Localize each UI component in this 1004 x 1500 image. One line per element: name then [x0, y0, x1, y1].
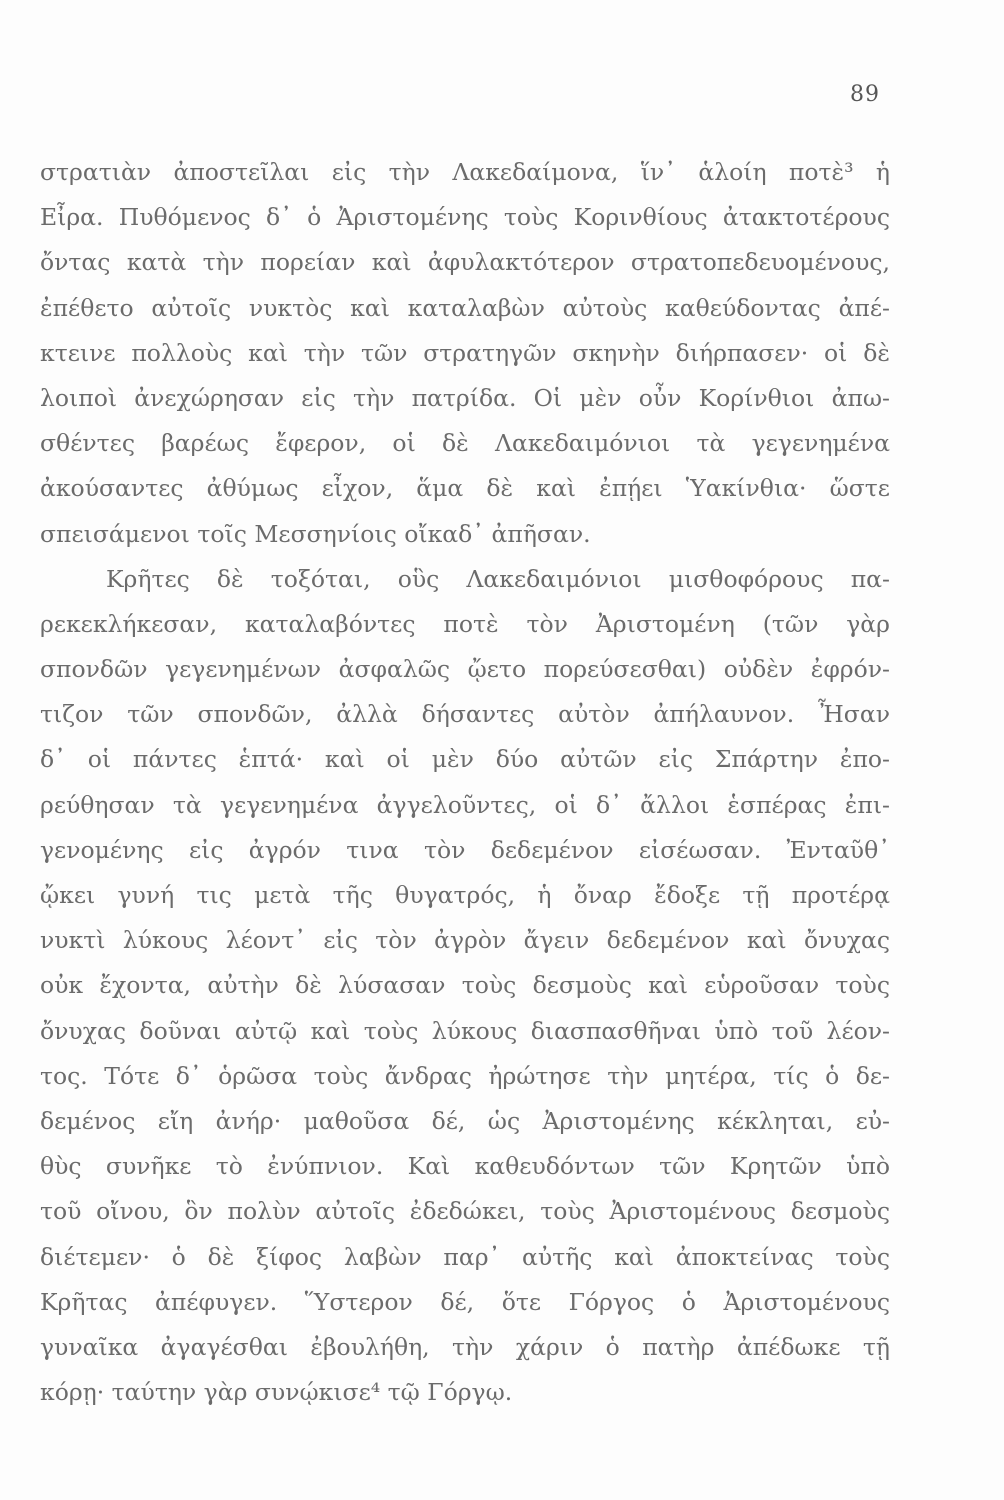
text-line: διέτεμεν· ὁ δὲ ξίφος λαβὼν παρ᾽ αὐτῆς καὶ ἀποκτείνας τοὺς: [40, 1242, 890, 1271]
text-line: γενομένης εἰς ἀγρόν τινα τὸν δεδεμένον εἰσέωσαν. Ἐνταῦθ᾽: [40, 835, 890, 864]
body-text: [40, 150, 890, 1415]
text-line: κτεινε πολλοὺς καὶ τὴν τῶν στρατηγῶν σκηνὴν διήρπασεν· οἱ δὲ: [40, 338, 890, 367]
text-line: ρεύθησαν τὰ γεγενημένα ἀγγελοῦντες, οἱ δ᾽ ἄλλοι ἑσπέρας ἐπι-: [40, 790, 890, 819]
text-line: Εἶρα. Πυθόμενος δ᾽ ὁ Ἀριστομένης τοὺς Κορινθίους ἀτακτοτέρους: [40, 203, 890, 232]
text-line: σθέντες βαρέως ἔφερον, οἱ δὲ Λακεδαιμόνιοι τὰ γεγενημένα: [40, 429, 890, 458]
text-line: ὄντας κατὰ τὴν πορείαν καὶ ἀφυλακτότερον στρατοπεδευομένους,: [40, 248, 890, 277]
text-line: δεμένος εἴη ἀνήρ· μαθοῦσα δέ, ὡς Ἀριστομένης κέκληται, εὐ-: [40, 1106, 890, 1135]
text-line: οὐκ ἔχοντα, αὐτὴν δὲ λύσασαν τοὺς δεσμοὺς καὶ εὑροῦσαν τοὺς: [40, 971, 890, 1000]
text-line: ρεκεκλήκεσαν, καταλαβόντες ποτὲ τὸν Ἀριστομένη (τῶν γὰρ: [40, 609, 890, 638]
text-line: ἐπέθετο αὐτοῖς νυκτὸς καὶ καταλαβὼν αὐτοὺς καθεύδοντας ἀπέ-: [40, 293, 890, 322]
text-line: ὄνυχας δοῦναι αὐτῷ καὶ τοὺς λύκους διασπασθῆναι ὑπὸ τοῦ λέον-: [40, 1016, 890, 1045]
paragraph-start-line: Κρῆτες δὲ τοξόται, οὓς Λακεδαιμόνιοι μισθοφόρους πα-: [106, 564, 890, 593]
text-line: δ᾽ οἱ πάντες ἑπτά· καὶ οἱ μὲν δύο αὐτῶν εἰς Σπάρτην ἐπο-: [40, 745, 890, 774]
paragraph-end-line: σπεισάμενοι τοῖς Μεσσηνίοις οἴκαδ᾽ ἀπῆσαν.: [40, 519, 591, 548]
text-line: λοιποὶ ἀνεχώρησαν εἰς τὴν πατρίδα. Οἱ μὲν οὖν Κορίνθιοι ἀπω-: [40, 383, 890, 412]
text-line: τος. Τότε δ᾽ ὁρῶσα τοὺς ἄνδρας ἠρώτησε τὴν μητέρα, τίς ὁ δε-: [40, 1061, 890, 1090]
text-line: ἀκούσαντες ἀθύμως εἶχον, ἅμα δὲ καὶ ἐπῄει Ὑακίνθια· ὥστε: [40, 474, 890, 503]
text-line: γυναῖκα ἀγαγέσθαι ἐβουλήθη, τὴν χάριν ὁ πατὴρ ἀπέδωκε τῇ: [40, 1332, 890, 1361]
text-line: στρατιὰν ἀποστεῖλαι εἰς τὴν Λακεδαίμονα, ἵν᾽ ἁλοίη ποτὲ³ ἡ: [40, 158, 890, 186]
page-number: 89: [850, 82, 880, 107]
text-line: σπονδῶν γεγενημένων ἀσφαλῶς ᾤετο πορεύσεσθαι) οὐδὲν ἐφρόν-: [40, 655, 890, 684]
text-line: τοῦ οἴνου, ὃν πολὺν αὐτοῖς ἐδεδώκει, τοὺς Ἀριστομένους δεσμοὺς: [40, 1197, 890, 1226]
text-line: ᾤκει γυνή τις μετὰ τῆς θυγατρός, ἡ ὄναρ ἔδοξε τῇ προτέρᾳ: [40, 881, 890, 909]
text-line: νυκτὶ λύκους λέοντ᾽ εἰς τὸν ἀγρὸν ἄγειν δεδεμένον καὶ ὄνυχας: [40, 926, 890, 955]
text-line: θὺς συνῆκε τὸ ἐνύπνιον. Καὶ καθευδόντων τῶν Κρητῶν ὑπὸ: [40, 1152, 890, 1181]
text-line: Κρῆτας ἀπέφυγεν. Ὕστερον δέ, ὅτε Γόργος ὁ Ἀριστομένους: [40, 1287, 890, 1316]
text-line: τιζον τῶν σπονδῶν, ἀλλὰ δήσαντες αὐτὸν ἀπήλαυνον. Ἦσαν: [40, 700, 890, 729]
paragraph-end-line: κόρῃ· ταύτην γὰρ συνῴκισε⁴ τῷ Γόργῳ.: [40, 1378, 513, 1407]
